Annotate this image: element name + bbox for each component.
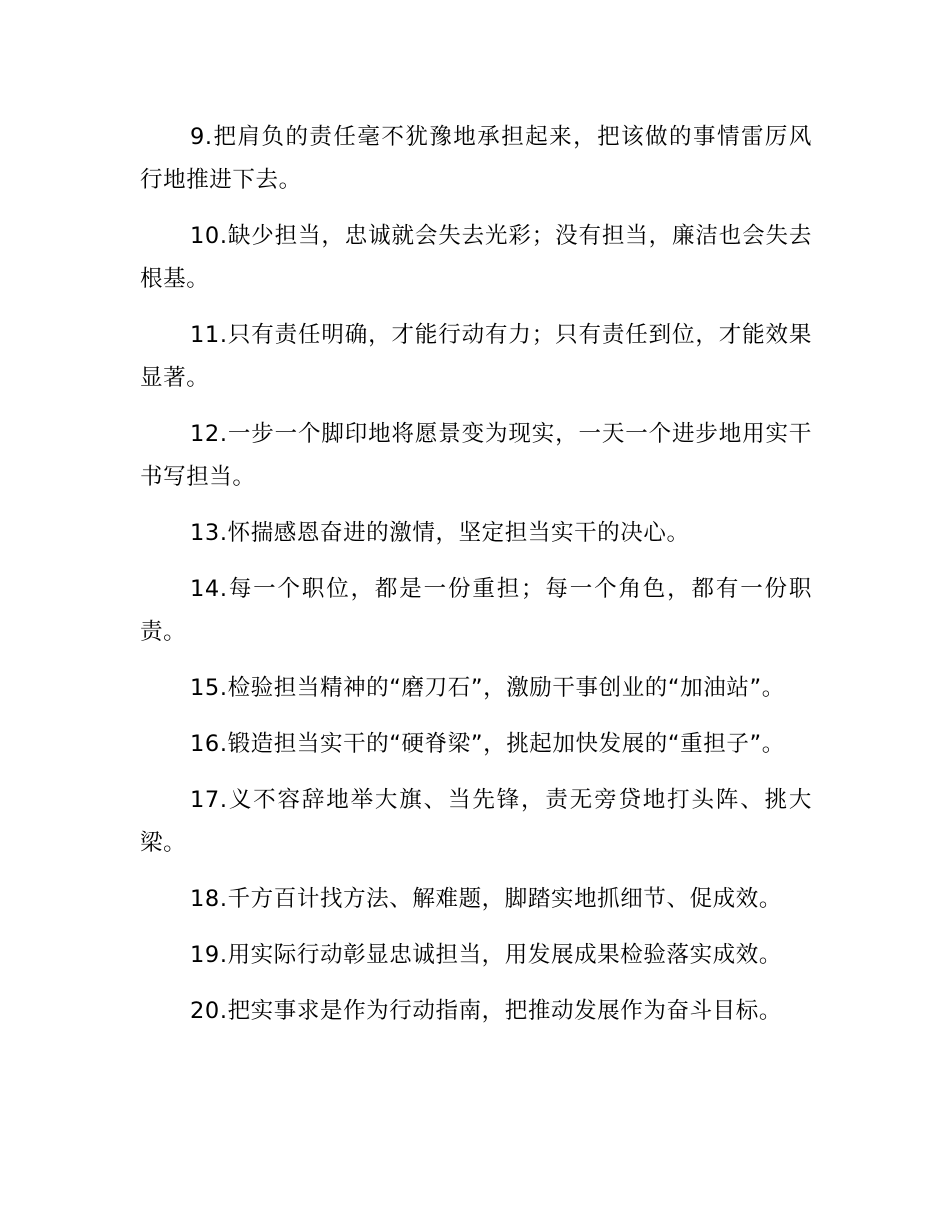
list-item-14: 14.每一个职位，都是一份重担；每一个角色，都有一份职责。 xyxy=(140,576,812,645)
list-item-11: 11.只有责任明确，才能行动有力；只有责任到位，才能效果显著。 xyxy=(140,322,812,391)
list-item-17: 17.义不容辞地举大旗、当先锋，责无旁贷地打头阵、挑大梁。 xyxy=(140,787,812,856)
list-item-18: 18.千方百计找方法、解难题，脚踏实地抓细节、促成效。 xyxy=(190,886,782,912)
list-item-10: 10.缺少担当，忠诚就会失去光彩；没有担当，廉洁也会失去根基。 xyxy=(140,223,812,292)
list-item-13: 13.怀揣感恩奋进的激情，坚定担当实干的决心。 xyxy=(190,520,690,546)
document-body xyxy=(140,116,812,1046)
list-item-15: 15.检验担当精神的“磨刀石”，激励干事创业的“加油站”。 xyxy=(190,675,785,701)
list-item-20: 20.把实事求是作为行动指南，把推动发展作为奋斗目标。 xyxy=(190,998,782,1024)
list-item-12: 12.一步一个脚印地将愿景变为现实，一天一个进步地用实干书写担当。 xyxy=(140,421,812,490)
list-item-16: 16.锻造担当实干的“硬脊梁”，挑起加快发展的“重担子”。 xyxy=(190,731,785,757)
list-item-19: 19.用实际行动彰显忠诚担当，用发展成果检验落实成效。 xyxy=(190,942,782,968)
list-item-9: 9.把肩负的责任毫不犹豫地承担起来，把该做的事情雷厉风行地推进下去。 xyxy=(140,124,812,193)
